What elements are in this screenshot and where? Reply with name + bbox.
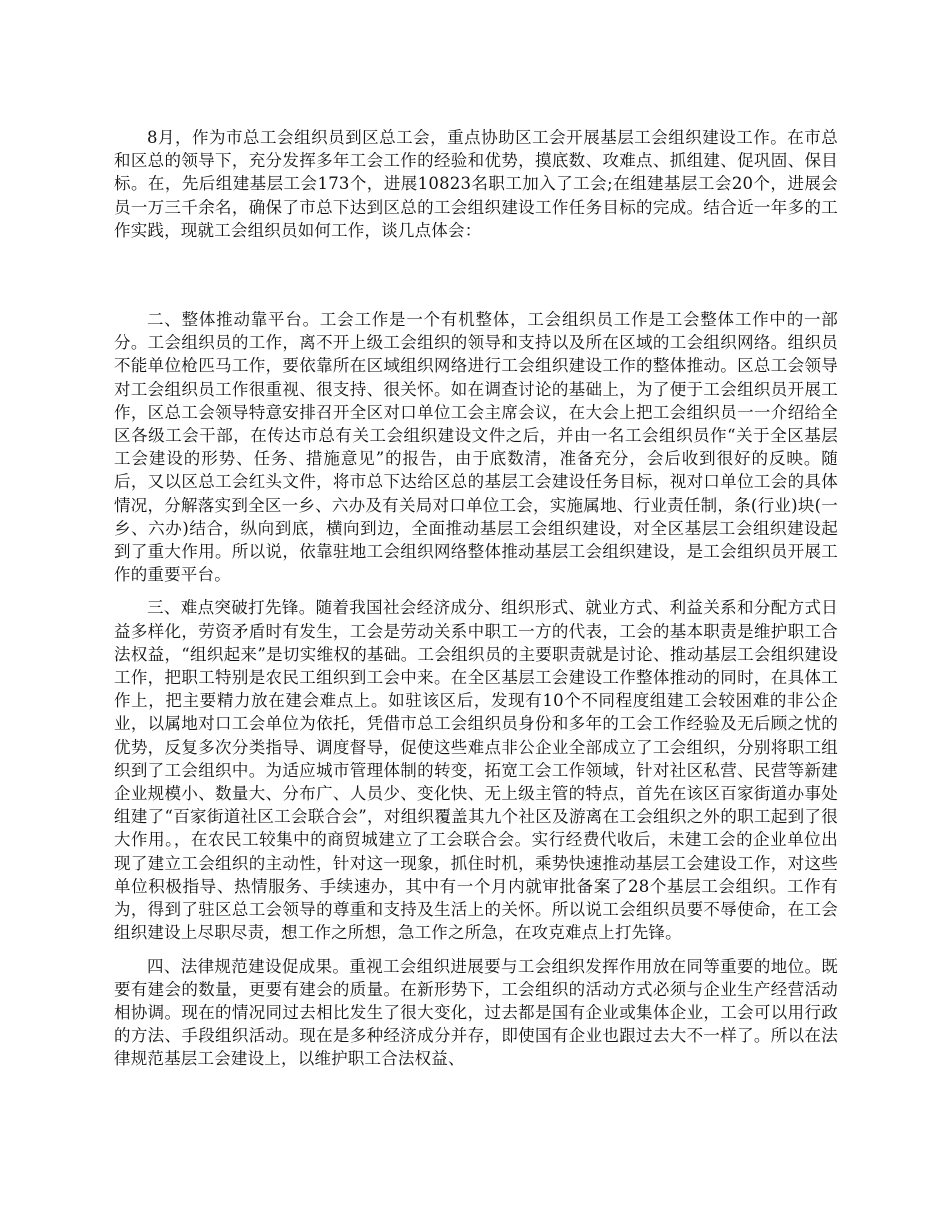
paragraph-section-2: 二、整体推动靠平台。工会工作是一个有机整体，工会组织员工作是工会整体工作中的一部分。工会组织员的工作，离不开上级工会组织的领导和支持以及所在区域的工会组织网络。组织员不能单位枪匹马工作，要依靠所在区域组织网络进行工会组织建设工作的整体推动。区总工会领导对工会组织员工作很重视、很支持、很关怀。如在调查讨论的基础上，为了便于工会组织员开展工作，区总工会领导特意安排召开全区对口单位工会主席会议，在大会上把工会组织员一一介绍给全区各级工会干部，在传达市总有关工会组织建设文件之后，并由一名工会组织员作“关于全区基层工会建设的形势、任务、措施意见”的报告，由于底数清，准备充分，会后收到很好的反映。随后，又以区总工会红头文件，将市总下达给区总的基层工会建设任务目标，视对口单位工会的具体情况，分解落实到全区一乡、六办及有关局对口单位工会，实施属地、行业责任制，条(行业)块(一乡、六办)结合，纵向到底，横向到边，全面推动基层工会组织建设，对全区基层工会组织建设起到了重大作用。所以说，依靠驻地工会组织网络整体推动基层工会组织建设，是工会组织员开展工作的重要平台。 (114, 310, 838, 585)
paragraph-section-3: 三、难点突破打先锋。随着我国社会经济成分、组织形式、就业方式、利益关系和分配方式日益多样化，劳资矛盾时有发生，工会是劳动关系中职工一方的代表，工会的基本职责是维护职工合法权益，“组织起来”是切实维权的基础。工会组织员的主要职责就是讨论、推动基层工会组织建设工作，把职工特别是农民工组织到工会中来。在全区基层工会建设工作整体推动的同时，在具体工作上，把主要精力放在建会难点上。如驻该区后，发现有10个不同程度组建工会较困难的非公企业，以属地对口工会单位为依托，凭借市总工会组织员身份和多年的工会工作经验及无后顾之忧的优势，反复多次分类指导、调度督导，促使这些难点非公企业全部成立了工会组织，分别将职工组织到了工会组织中。为适应城市管理体制的转变，拓宽工会工作领域，针对社区私营、民营等新建企业规模小、数量大、分布广、人员少、变化快、无上级主管的特点，首先在该区百家街道办事处组建了“百家街道社区工会联合会”，对组织覆盖其九个社区及游离在工会组织之外的职工起到了很大作用。，在农民工较集中的商贸城建立了工会联合会。实行经费代收后，未建工会的企业单位出现了建立工会组织的主动性，针对这一现象，抓住时机，乘势快速推动基层工会建设工作，对这些单位积极指导、热情服务、手续速办，其中有一个月内就审批备案了28个基层工会组织。工作有为，得到了驻区总工会领导的尊重和支持及生活上的关怀。所以说工会组织员要不辱使命，在工会组织建设上尽职尽责，想工作之所想，急工作之所急，在攻克难点上打先锋。 (114, 598, 838, 943)
paragraph-section-4: 四、法律规范建设促成果。重视工会组织进展要与工会组织发挥作用放在同等重要的地位。既要有建会的数量，更要有建会的质量。在新形势下，工会组织的活动方式必须与企业生产经营活动相协调。现在的情况同过去相比发生了很大变化，过去都是国有企业或集体企业，工会可以用行政的方法、手段组织活动。现在是多种经济成分并存，即使国有企业也跟过去大不一样了。所以在法律规范基层工会建设上，以维护职工合法权益、 (114, 956, 838, 1069)
paragraph-intro: 8月，作为市总工会组织员到区总工会，重点协助区工会开展基层工会组织建设工作。在市总和区总的领导下，充分发挥多年工会工作的经验和优势，摸底数、攻难点、抓组建、促巩固、保目标。在，先后组建基层工会173个，进展10823名职工加入了工会;在组建基层工会20个，进展会员一万三千余名，确保了市总下达到区总的工会组织建设工作任务目标的完成。结合近一年多的工作实践，现就工会组织员如何工作，谈几点体会： (114, 128, 838, 240)
document-body (114, 126, 838, 1071)
